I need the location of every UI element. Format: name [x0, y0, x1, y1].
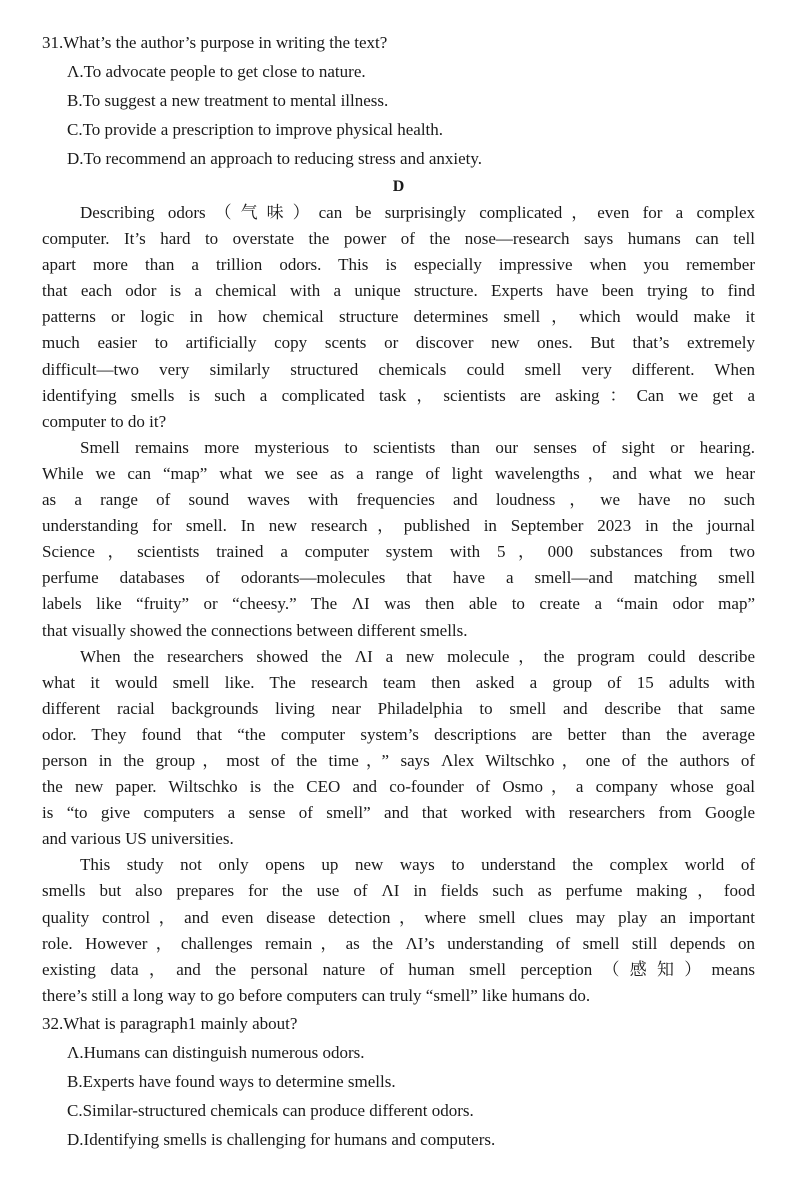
paragraph-line: different racial backgrounds living near Philadelphia to smell and describe that same — [42, 698, 755, 718]
question-32-stem: 32.What is paragraph1 mainly about? — [42, 1013, 298, 1033]
paragraph-line: computer. It’s hard to overstate the power of the nose—research says humans can tell — [42, 229, 755, 249]
paragraph-line: This study not only opens up new ways to understand the complex world of — [80, 855, 755, 875]
question-31-stem: 31.What’s the author’s purpose in writing the text? — [42, 33, 388, 52]
paragraph-line: While we can “map” what we see as a range of light wavelengths，and what we hear — [42, 463, 755, 483]
question-31 — [42, 28, 755, 173]
paragraph-line: much easier to artificially copy scents or discover new ones. But that’s extremely — [42, 333, 755, 353]
paragraph-line: understanding for smell. In new research，published in September 2023 in the journal — [42, 516, 755, 536]
passage-paragraph-2 — [42, 435, 755, 644]
paragraph-line: Describing odors（气味）can be surprisingly complicated，even for a complex — [80, 203, 755, 222]
passage-paragraph-4 — [42, 852, 755, 1009]
passage-body — [42, 200, 755, 1009]
question-32-option-d: D.Identifying smells is challenging for humans and computers. — [67, 1129, 496, 1149]
paragraph-line: that each odor is a chemical with a unique structure. Experts have been trying to find — [42, 281, 755, 301]
paragraph-line: is “to give computers a sense of smell” and that worked with researchers from Google — [42, 803, 755, 823]
paragraph-line: existing data，and the personal nature of human smell perception（感知）means — [42, 959, 755, 979]
passage-paragraph-3 — [42, 644, 755, 853]
question-32-option-b: B.Experts have found ways to determine smells. — [67, 1071, 396, 1091]
paragraph-line: When the researchers showed the ΛI a new molecule，the program could describe — [80, 646, 755, 666]
exam-page — [42, 28, 755, 1154]
paragraph-line: computer to do it? — [42, 411, 167, 431]
paragraph-line: person in the group，most of the time，” says Λlex Wiltschko，one of the authors of — [42, 750, 755, 770]
paragraph-line: labels like “fruity” or “cheesy.” The ΛI was then able to create a “main odor map” — [42, 594, 755, 614]
question-31-option-b: B.To suggest a new treatment to mental illness. — [67, 91, 389, 110]
paragraph-line: patterns or logic in how chemical structure determines smell，which would make it — [42, 307, 755, 327]
paragraph-line: odor. They found that “the computer system’s descriptions are better than the average — [42, 724, 755, 744]
paragraph-line: Science，scientists trained a computer system with 5，000 substances from two — [42, 542, 755, 562]
passage-title: D — [392, 178, 405, 195]
question-32-option-a: Λ.Humans can distinguish numerous odors. — [67, 1042, 365, 1062]
paragraph-line: that visually showed the connections between different smells. — [42, 620, 468, 640]
question-31-option-d: D.To recommend an approach to reducing stress and anxiety. — [67, 149, 483, 168]
paragraph-line: the new paper. Wiltschko is the CEO and co-founder of Osmo，a company whose goal — [42, 777, 755, 797]
paragraph-line: what it would smell like. The research team then asked a group of 15 adults with — [42, 672, 755, 692]
question-32-option-c: C.Similar-structured chemicals can produce different odors. — [67, 1100, 474, 1120]
question-31-option-c: C.To provide a prescription to improve physical health. — [67, 120, 444, 139]
paragraph-line: apart more than a trillion odors. This is especially impressive when you remember — [42, 255, 755, 275]
paragraph-line: smells but also prepares for the use of ΛI in fields such as perfume making，food — [42, 881, 755, 901]
question-32 — [42, 1009, 755, 1154]
paragraph-line: difficult—two very similarly structured chemicals could smell very different. When — [42, 359, 755, 379]
paragraph-line: and various US universities. — [42, 829, 234, 849]
paragraph-line: as a range of sound waves with frequencies and loudness，we have no such — [42, 490, 755, 510]
paragraph-line: role. However，challenges remain，as the ΛI’s understanding of smell still depends on — [42, 933, 755, 953]
passage-paragraph-1 — [42, 200, 755, 435]
paragraph-line: identifying smells is such a complicated task，scientists are asking：Can we get a — [42, 385, 755, 405]
paragraph-line: Smell remains more mysterious to scientists than our senses of sight or hearing. — [80, 437, 755, 457]
question-31-option-a: Λ.To advocate people to get close to nature. — [67, 62, 366, 81]
paragraph-line: there’s still a long way to go before computers can truly “smell” like humans do. — [42, 985, 591, 1005]
paragraph-line: quality control，and even disease detection，where smell clues may play an important — [42, 907, 755, 927]
paragraph-line: perfume databases of odorants—molecules that have a smell—and matching smell — [42, 568, 755, 588]
